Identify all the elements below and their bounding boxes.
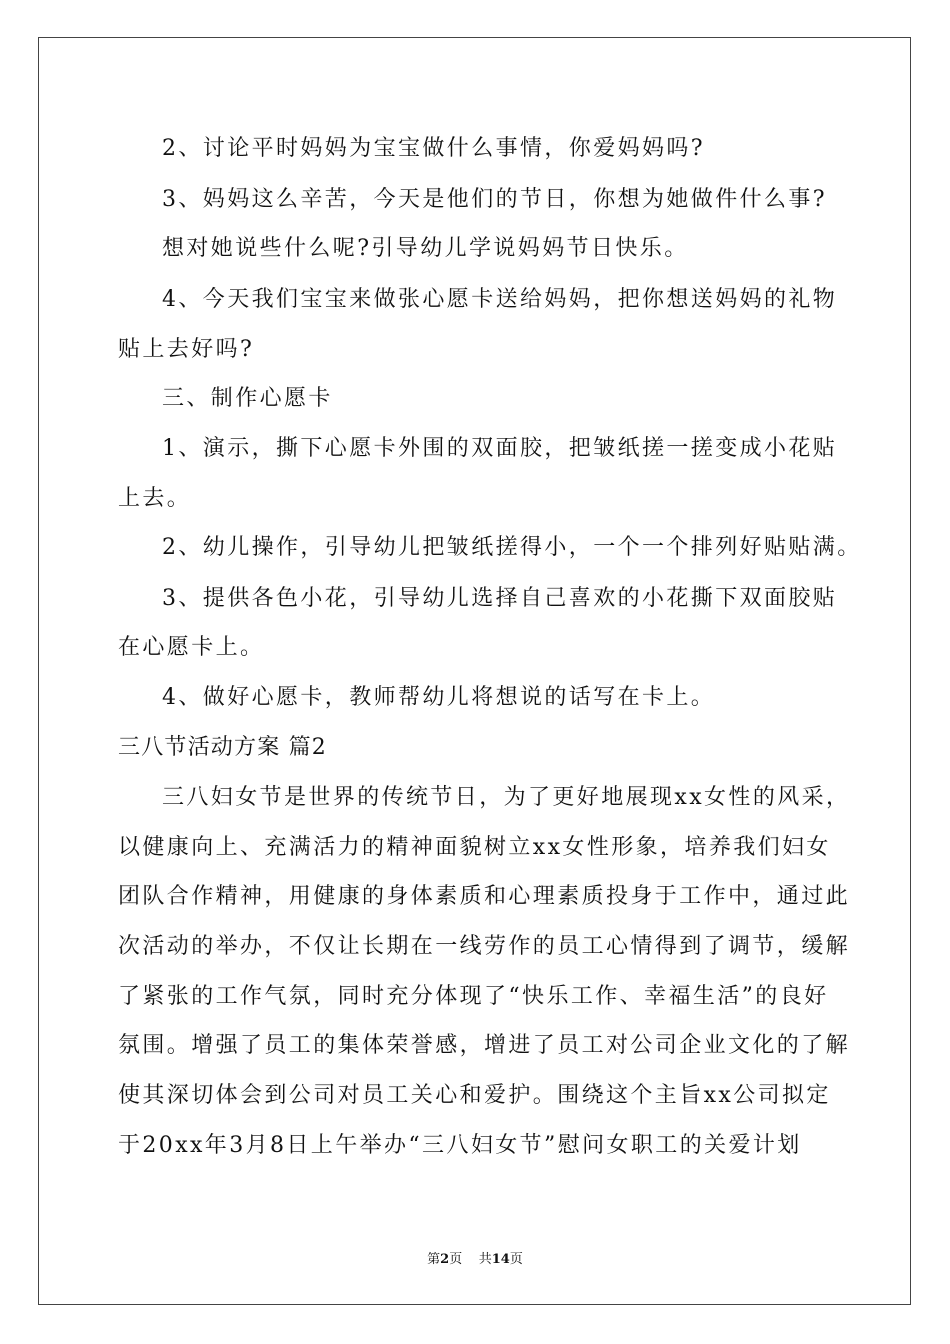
body-line: 4、做好心愿卡，教师帮幼儿将想说的话写在卡上。 (162, 685, 716, 710)
body-line: 团队合作精神，用健康的身体素质和心理素质投身于工作中，通过此 (118, 884, 851, 909)
article-heading: 三八节活动方案 篇2 (118, 735, 327, 760)
body-line: 3、提供各色小花，引导幼儿选择自己喜欢的小花撕下双面胶贴 (162, 586, 838, 611)
body-line: 在心愿卡上。 (118, 635, 265, 660)
page-footer (0, 1248, 950, 1267)
body-line: 氛围。增强了员工的集体荣誉感，增进了员工对公司企业文化的了解 (118, 1033, 851, 1058)
body-line: 了紧张的工作气氛，同时充分体现了“快乐工作、幸福生活”的良好 (118, 984, 829, 1009)
current-page-number: 2 (440, 1252, 450, 1267)
body-line: 想对她说些什么呢?引导幼儿学说妈妈节日快乐。 (162, 236, 689, 261)
body-line: 3、妈妈这么辛苦，今天是他们的节日，你想为她做件什么事? (162, 187, 827, 212)
body-line: 1、演示，撕下心愿卡外围的双面胶，把皱纸搓一搓变成小花贴 (162, 436, 838, 461)
body-line: 于20xx年3月8日上午举办“三八妇女节”慰问女职工的关爱计划 (118, 1133, 802, 1158)
footer-suffix: 页 (509, 1252, 523, 1267)
body-line: 以健康向上、充满活力的精神面貌树立xx女性形象，培养我们妇女 (118, 835, 831, 860)
body-line: 次活动的举办，不仅让长期在一线劳作的员工心情得到了调节，缓解 (118, 934, 851, 959)
section-heading: 三、制作心愿卡 (162, 386, 333, 411)
body-line: 上去。 (118, 486, 192, 511)
body-line: 贴上去好吗? (118, 337, 255, 362)
body-line: 三八妇女节是世界的传统节日，为了更好地展现xx女性的风采， (162, 785, 851, 810)
body-line: 4、今天我们宝宝来做张心愿卡送给妈妈，把你想送妈妈的礼物 (162, 287, 838, 312)
footer-prefix: 第 (427, 1252, 441, 1267)
page-border (38, 37, 911, 1305)
footer-middle: 页 共 (449, 1252, 492, 1267)
total-page-count: 14 (491, 1252, 510, 1267)
body-line: 使其深切体会到公司对员工关心和爱护。围绕这个主旨xx公司拟定 (118, 1083, 831, 1108)
body-line: 2、幼儿操作，引导幼儿把皱纸搓得小，一个一个排列好贴贴满。 (162, 535, 862, 560)
body-line: 2、讨论平时妈妈为宝宝做什么事情，你爱妈妈吗? (162, 136, 705, 161)
